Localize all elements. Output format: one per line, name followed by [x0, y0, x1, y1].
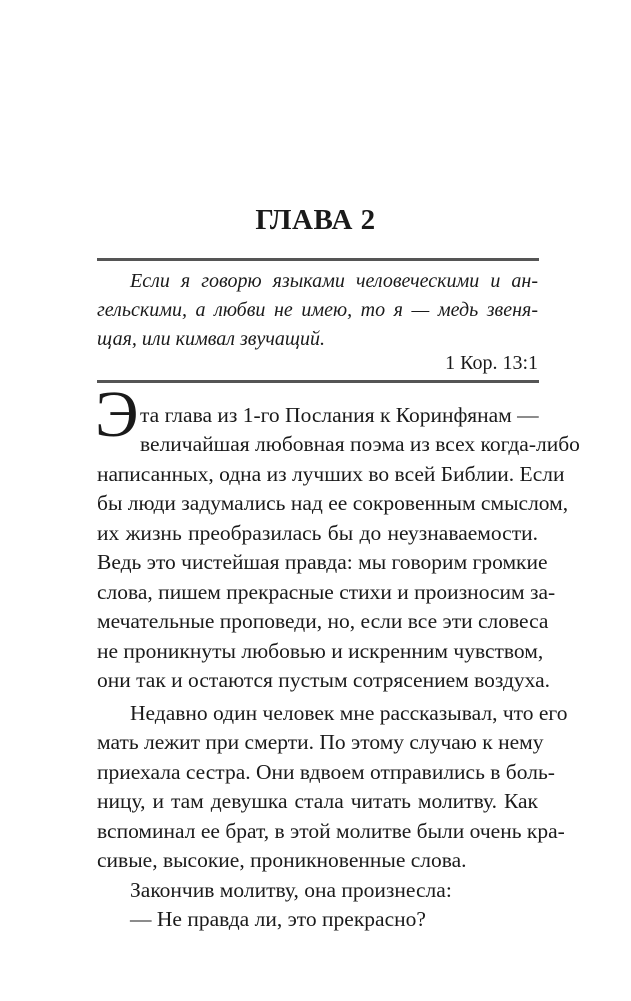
epigraph-line: щая, или кимвал звучащий.: [97, 328, 325, 350]
epigraph-top-rule: [97, 258, 539, 261]
text-line: мечательные проповеди, но, если все эти словеса: [97, 609, 549, 633]
text-line: написанных, одна из лучших во всей Библии. Если: [97, 462, 565, 486]
text-line: вспоминал ее брат, в этой молитве были очень кра-: [97, 819, 565, 843]
text-line: сивые, высокие, проникновенные слова.: [97, 848, 467, 872]
text-line: ницу, и там девушка стала читать молитву. Как: [97, 789, 538, 813]
chapter-title: ГЛАВА 2: [255, 204, 376, 236]
text-line: величайшая любовная поэма из всех когда-либо: [140, 432, 580, 456]
drop-cap: Э: [95, 378, 139, 451]
text-line: слова, пишем прекрасные стихи и произносим за-: [97, 580, 556, 604]
epigraph-reference: 1 Кор. 13:1: [445, 352, 538, 374]
text-line: Недавно один человек мне рассказывал, что его: [130, 701, 568, 725]
text-line: они так и остаются пустым сотрясением воздуха.: [97, 668, 551, 692]
dialogue-line: — Не правда ли, это прекрасно?: [130, 907, 426, 931]
text-line: Закончив молитву, она произнесла:: [130, 878, 452, 902]
text-line: приехала сестра. Они вдвоем отправились в боль-: [97, 760, 555, 784]
text-line: Ведь это чистейшая правда: мы говорим громкие: [97, 550, 548, 574]
text-line: не проникнуты любовью и искренним чувством,: [97, 639, 544, 663]
text-line: бы люди задумались над ее сокровенным смыслом,: [97, 491, 569, 515]
text-line: мать лежит при смерти. По этому случаю к нему: [97, 730, 544, 754]
text-line: их жизнь преобразилась бы до неузнаваемости.: [97, 521, 538, 545]
text-line: та глава из 1-го Послания к Коринфянам —: [140, 403, 539, 427]
epigraph-line: гельскими, а любви не имею, то я — медь звеня-: [97, 299, 538, 321]
epigraph-bottom-rule: [97, 380, 539, 383]
epigraph-line: Если я говорю языками человеческими и ан-: [130, 270, 538, 292]
